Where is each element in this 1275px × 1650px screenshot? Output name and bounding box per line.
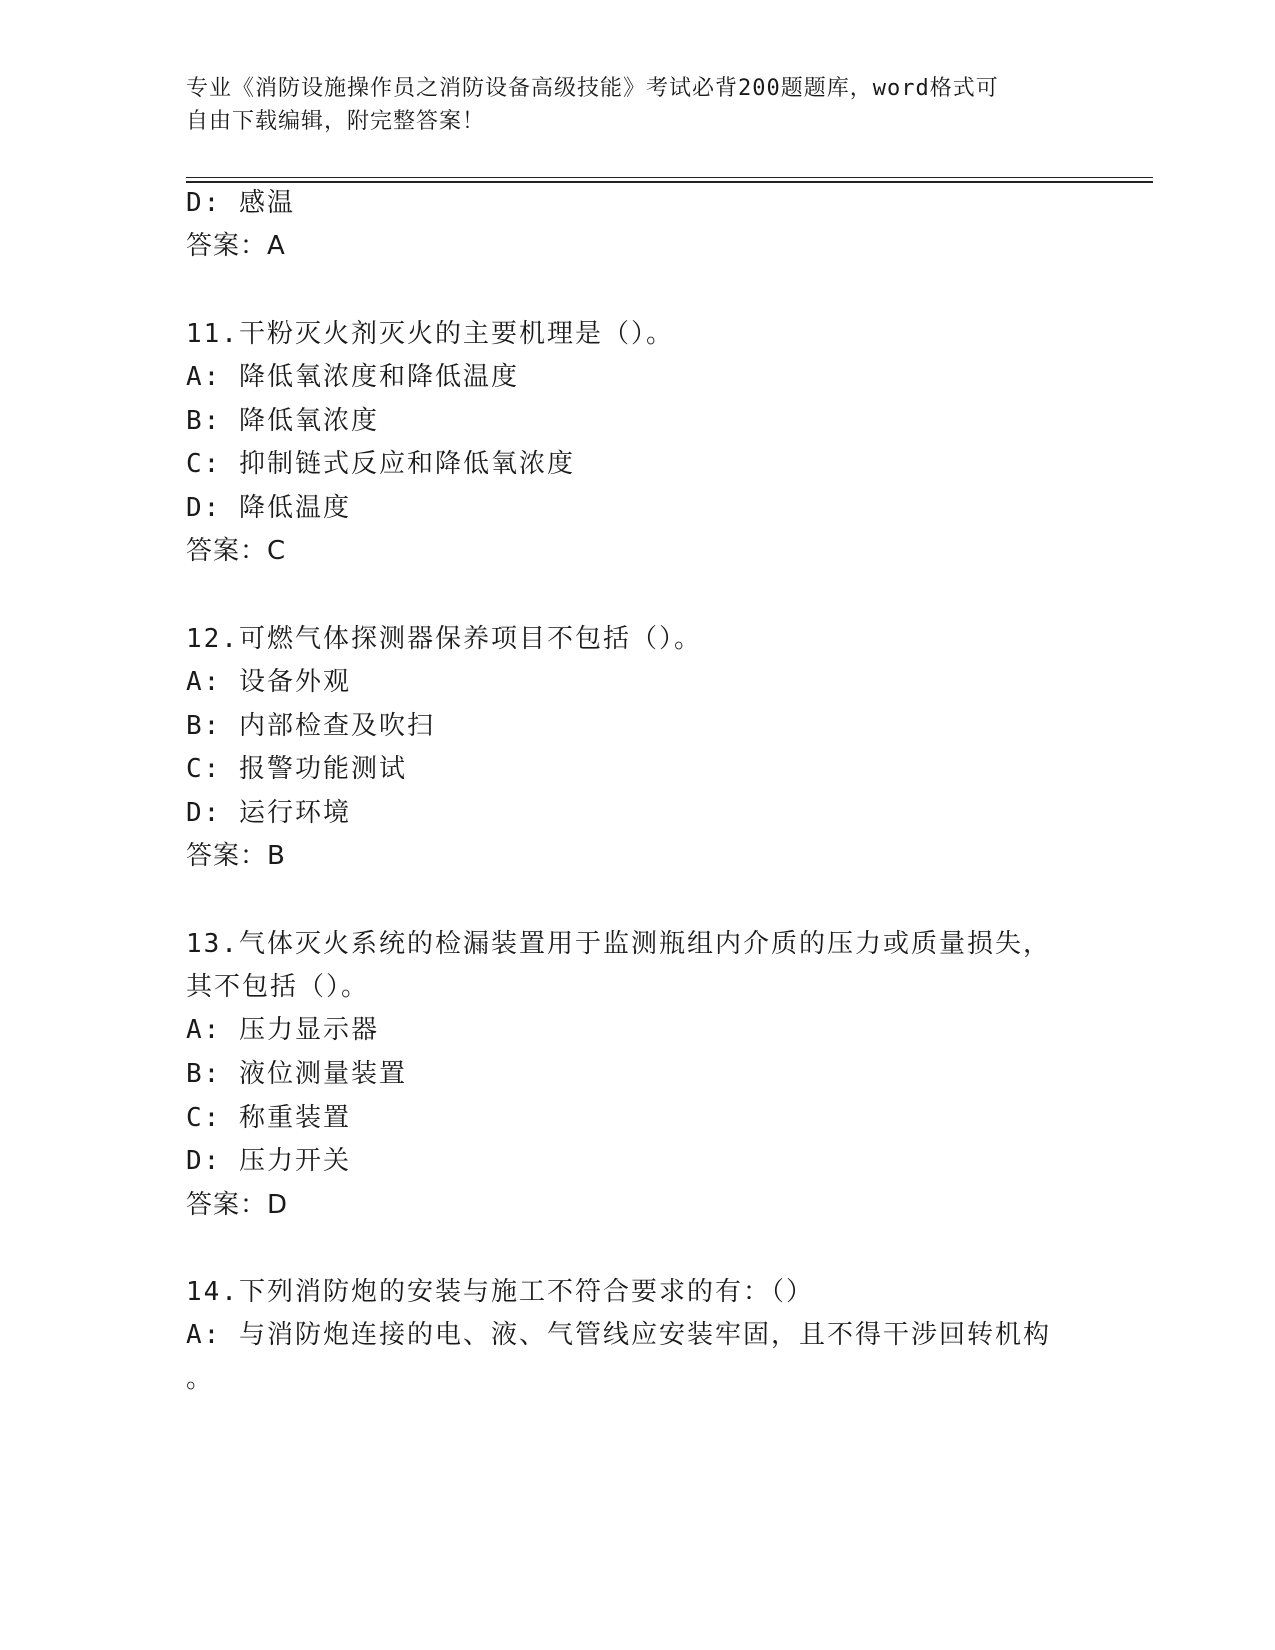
header-divider-thin <box>186 177 1153 178</box>
question-13-stem-line-2: 其不包括（）。 <box>186 972 370 1002</box>
question-12-stem: 12.可燃气体探测器保养项目不包括（）。 <box>186 624 702 654</box>
question-11-option-d: D: 降低温度 <box>186 493 351 523</box>
question-12-option-c: C: 报警功能测试 <box>186 754 407 784</box>
header-divider-thick <box>186 181 1153 183</box>
question-14-option-a-continuation: 。 <box>186 1364 215 1394</box>
header-line-2: 自由下载编辑，附完整答案！ <box>186 109 486 134</box>
header-line-1: 专业《消防设施操作员之消防设备高级技能》考试必背200题题库，word格式可 <box>186 76 999 101</box>
question-12-answer: 答案：B <box>186 841 286 871</box>
question-11-option-c: C: 抑制链式反应和降低氧浓度 <box>186 449 575 479</box>
question-12-option-d: D: 运行环境 <box>186 798 351 828</box>
option-d: D: 感温 <box>186 188 295 218</box>
question-14-option-a: A: 与消防炮连接的电、液、气管线应安装牢固，且不得干涉回转机构 <box>186 1320 1051 1350</box>
question-13-option-c: C: 称重装置 <box>186 1103 351 1133</box>
question-11-answer: 答案：C <box>186 536 287 566</box>
question-11-option-a: A: 降低氧浓度和降低温度 <box>186 362 519 392</box>
question-11-option-b: B: 降低氧浓度 <box>186 406 379 436</box>
question-13-answer: 答案：D <box>186 1190 289 1220</box>
question-12-option-b: B: 内部检查及吹扫 <box>186 711 435 741</box>
question-13-stem-line-1: 13.气体灭火系统的检漏装置用于监测瓶组内介质的压力或质量损失， <box>186 929 1051 959</box>
answer-line: 答案：A <box>186 231 286 261</box>
question-11-stem: 11.干粉灭火剂灭火的主要机理是（）。 <box>186 319 674 349</box>
question-13-option-a: A: 压力显示器 <box>186 1015 379 1045</box>
document-header <box>186 72 1066 138</box>
question-13-option-d: D: 压力开关 <box>186 1146 351 1176</box>
question-12-option-a: A: 设备外观 <box>186 667 351 697</box>
question-13-option-b: B: 液位测量装置 <box>186 1059 407 1089</box>
question-14-stem: 14.下列消防炮的安装与施工不符合要求的有：（） <box>186 1277 814 1307</box>
